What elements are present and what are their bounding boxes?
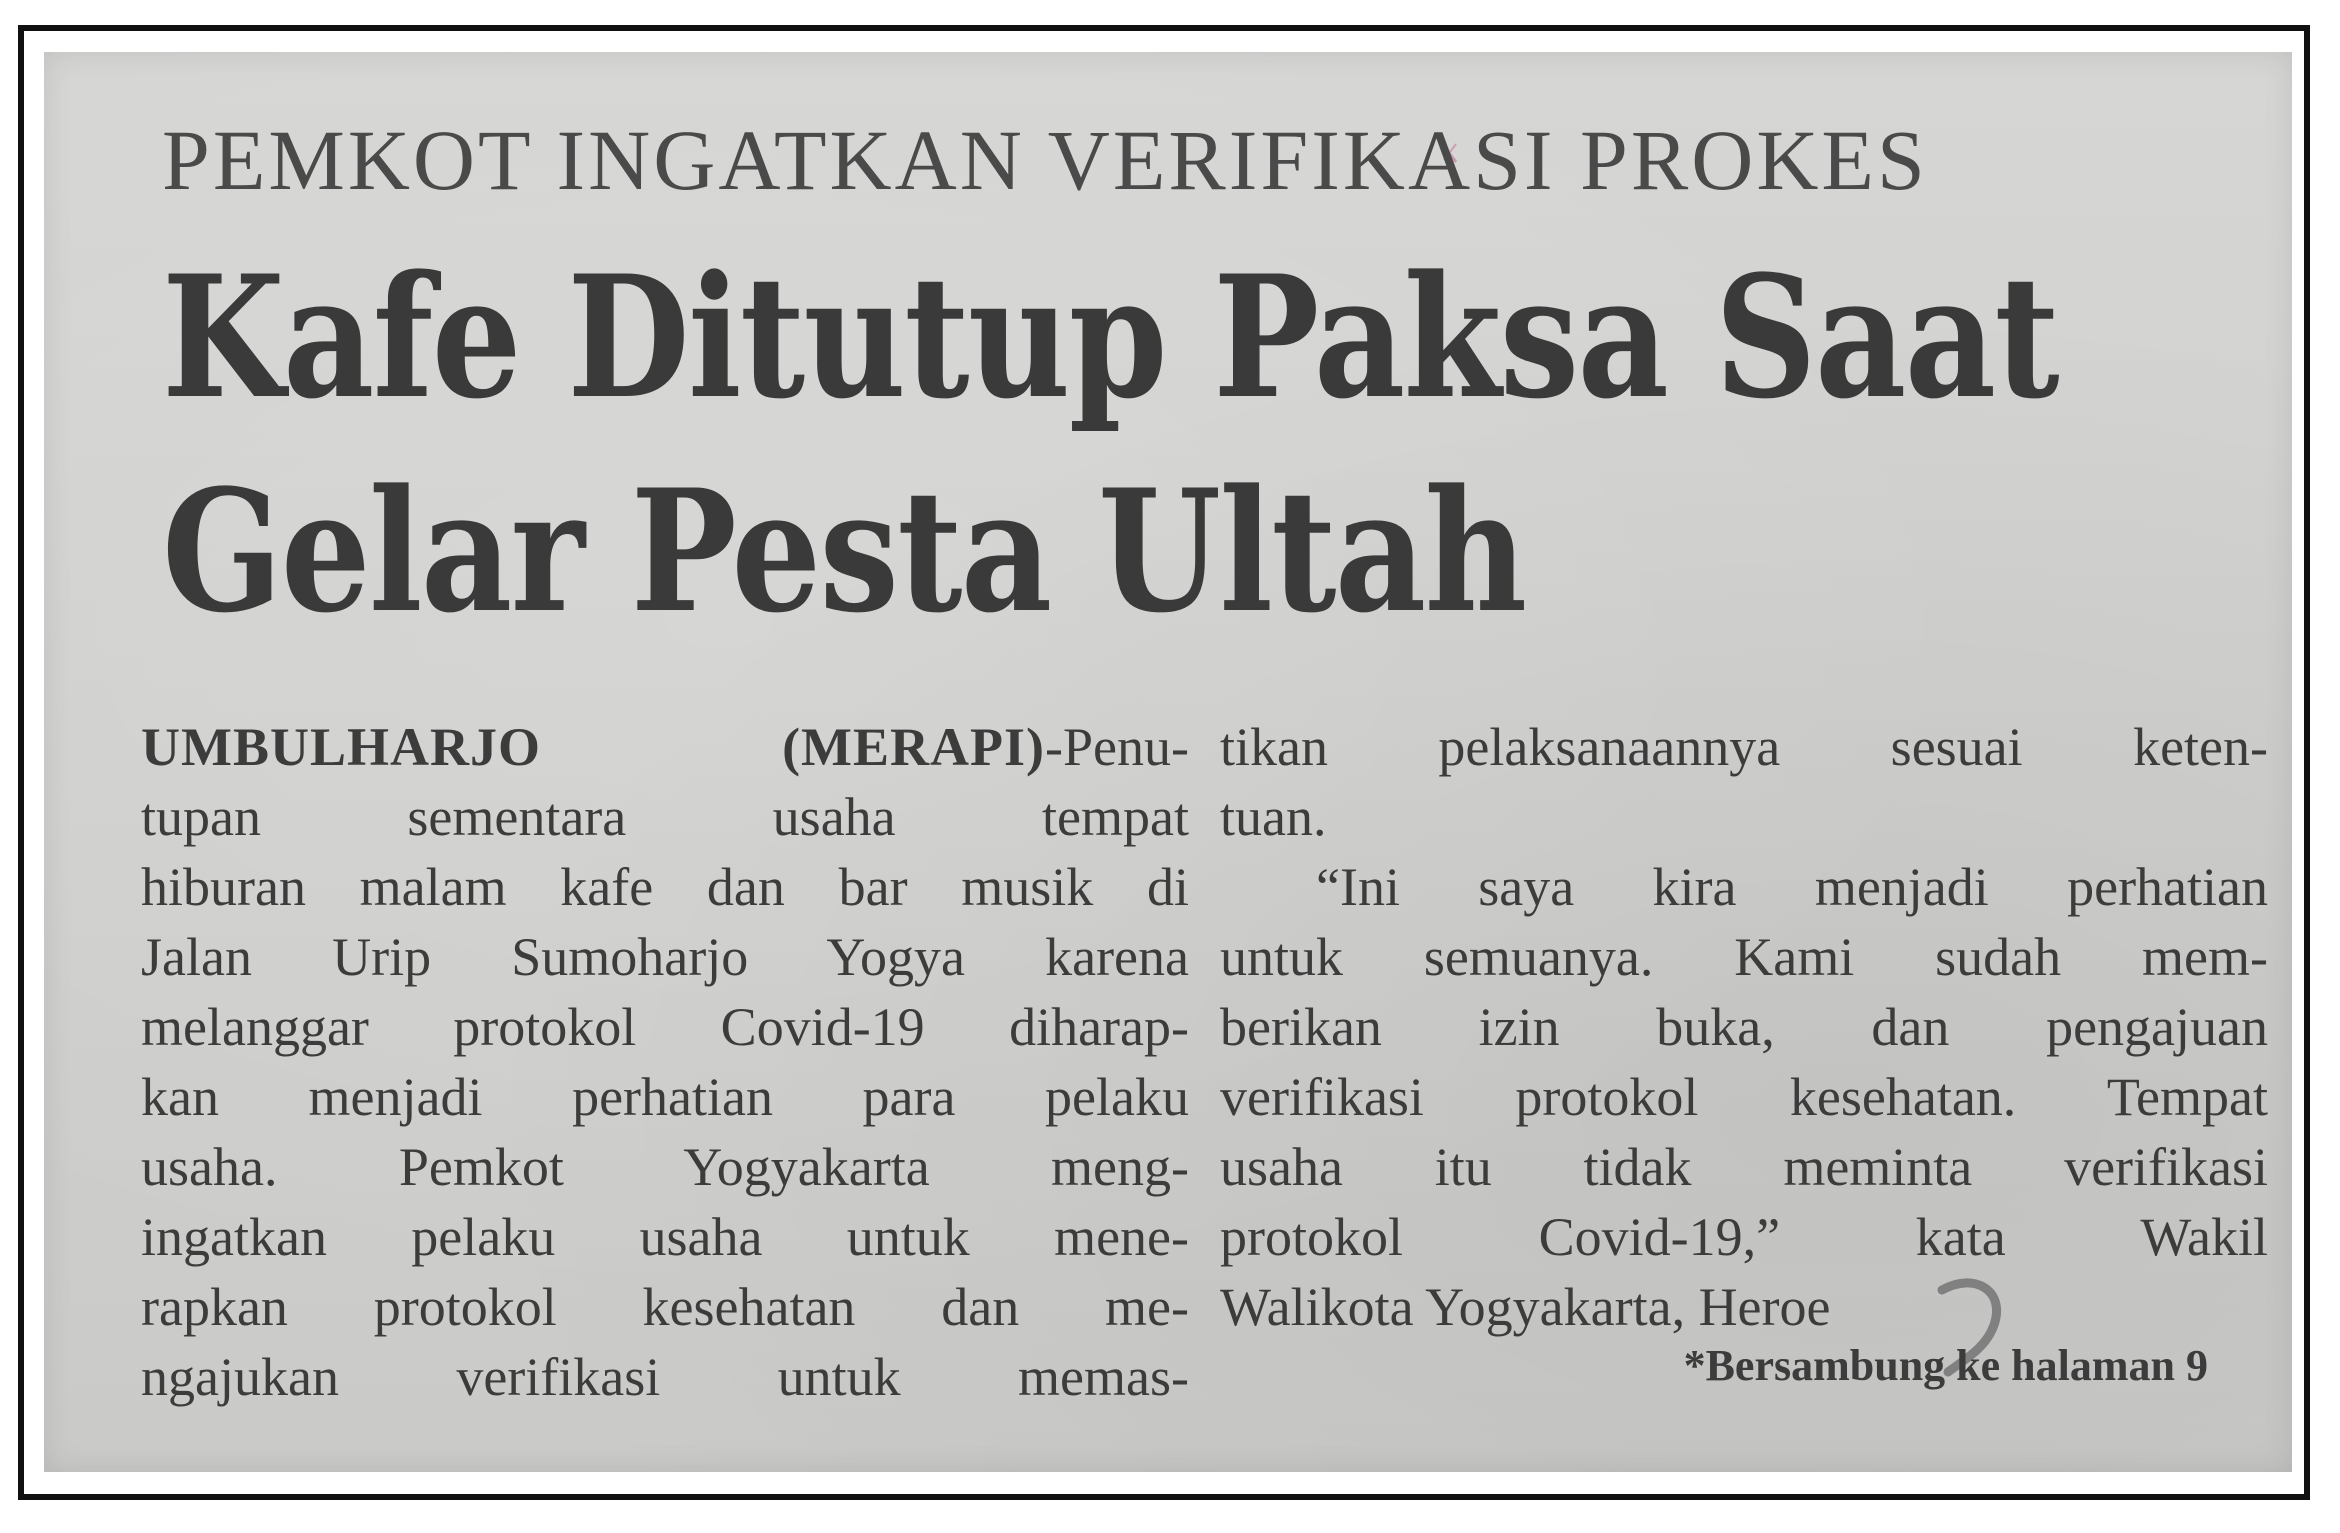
article-column-right [1220,712,2268,1342]
article-kicker: PEMKOT INGATKAN VERIFIKASI PROKES [162,112,1928,208]
quote-line: “Ini saya kira menjadi perhatian [1316,857,2268,917]
body-line: tupan sementara usaha tempat [141,787,1189,847]
body-line: ingatkan pelaku usaha untuk mene- [141,1207,1189,1267]
body-line: usaha itu tidak meminta verifikasi [1220,1137,2268,1197]
body-line: verifikasi protokol kesehatan. Tempat [1220,1067,2268,1127]
body-line: untuk semuanya. Kami sudah mem- [1220,927,2268,987]
headline-line-2: Gelar Pesta Ultah [162,452,1526,650]
body-line: tikan pelaksanaannya sesuai keten- [1220,717,2268,777]
body-line: Walikota Yogyakarta, Heroe [1220,1277,1831,1337]
body-line: protokol Covid-19,” kata Wakil [1220,1207,2268,1267]
body-line: Jalan Urip Sumoharjo Yogya karena [141,927,1189,987]
body-line: tuan. [1220,787,1327,847]
article-column-left [141,712,1189,1412]
continued-on-page-note: *Bersambung ke halaman 9 [1683,1341,2208,1390]
body-line: kan menjadi perhatian para pelaku [141,1067,1189,1127]
body-line: hiburan malam kafe dan bar musik di [141,857,1189,917]
newspaper-clipping [44,52,2292,1472]
body-line: usaha. Pemkot Yogyakarta meng- [141,1137,1189,1197]
dateline: UMBULHARJO (MERAPI) [141,717,1046,777]
body-text: -Penu- [1045,717,1189,777]
article-headline [162,230,2058,658]
body-line: rapkan protokol kesehatan dan me- [141,1277,1189,1337]
body-line: ngajukan verifikasi untuk memas- [141,1347,1189,1407]
headline-line-1: Kafe Ditutup Paksa Saat [162,238,2058,436]
body-line: berikan izin buka, dan pengajuan [1220,997,2268,1057]
body-line [141,712,1189,782]
body-line: melanggar protokol Covid-19 diharap- [141,997,1189,1057]
